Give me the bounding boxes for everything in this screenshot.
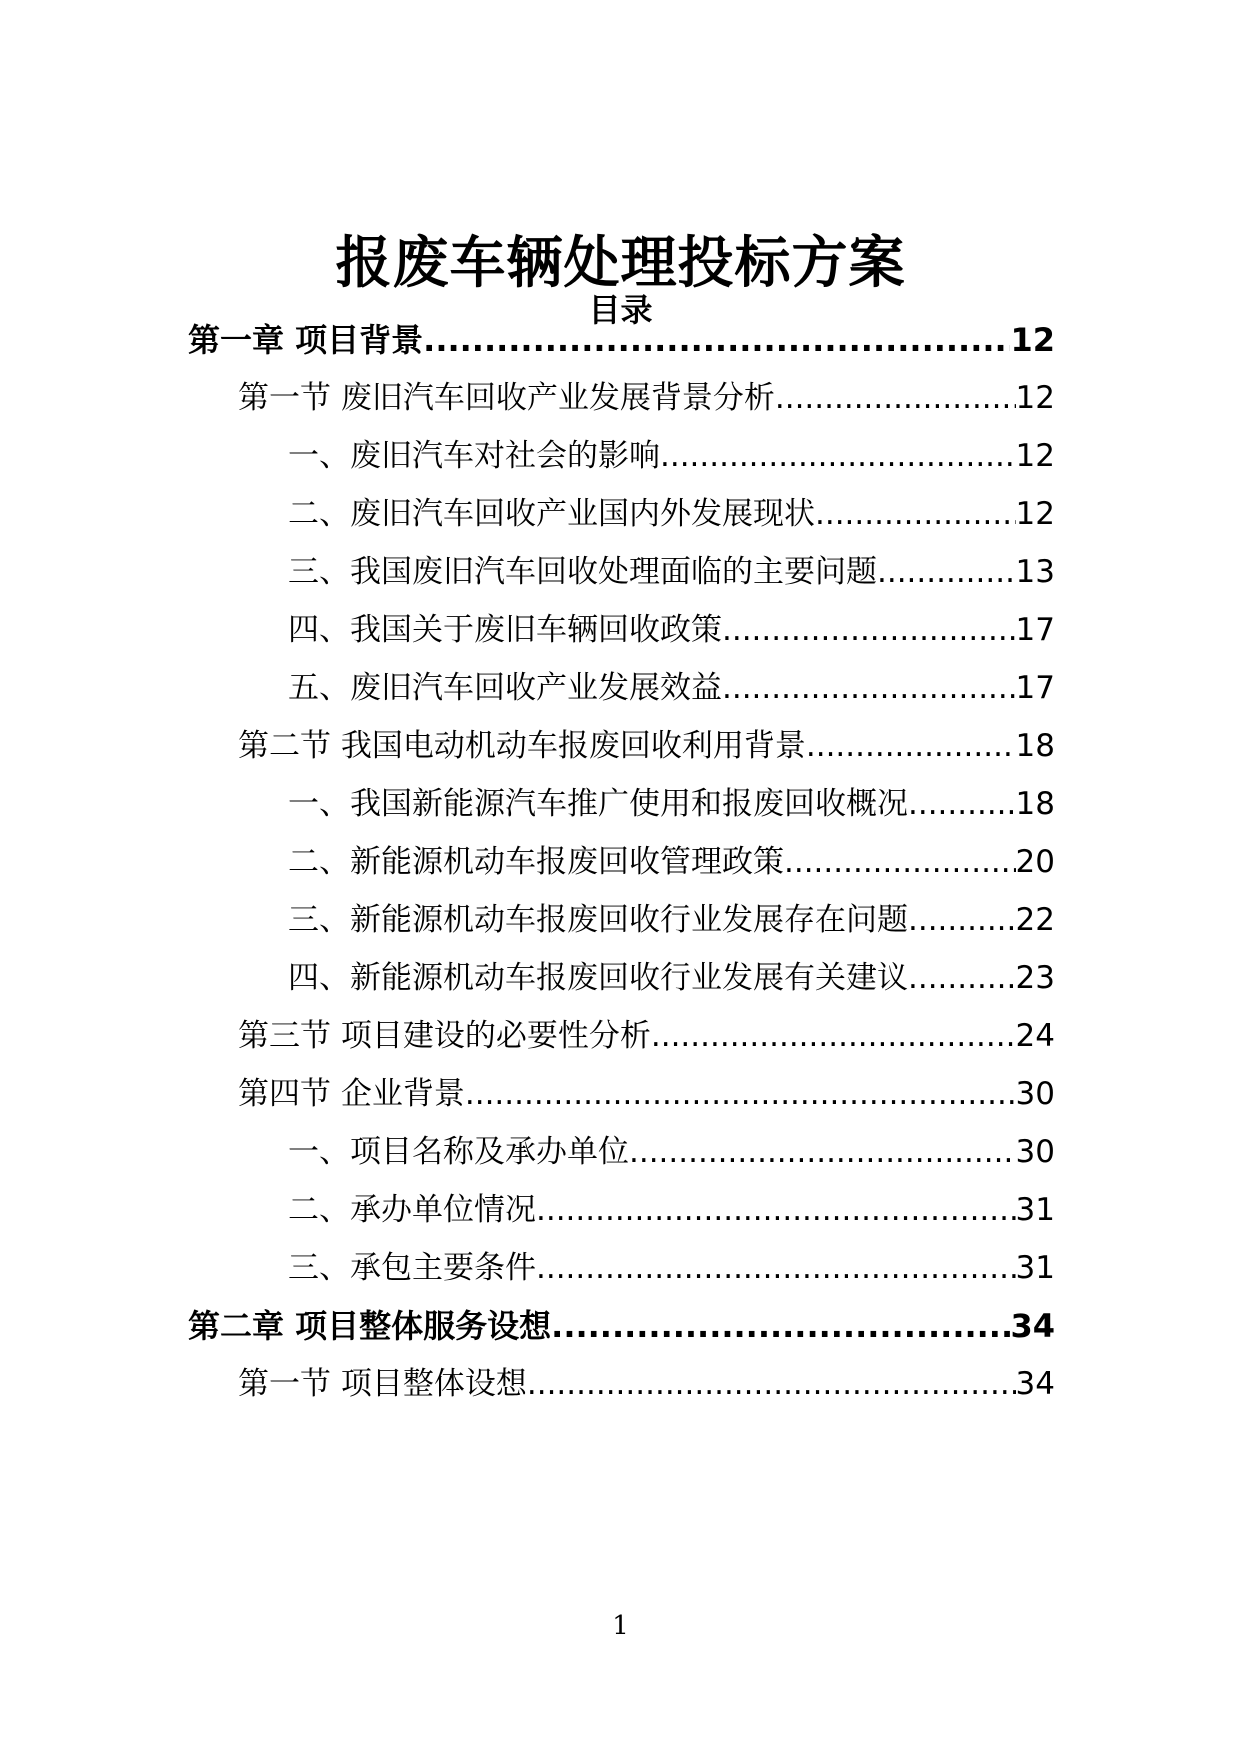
- toc-entry-label: 五、废旧汽车回收产业发展效益: [288, 670, 722, 706]
- toc-entry-page: 34: [1015, 1366, 1055, 1402]
- toc-entry-label: 第一节 废旧汽车回收产业发展背景分析: [238, 380, 775, 416]
- toc-entry-subsection[interactable]: [288, 776, 1055, 824]
- toc-entry-page: 34: [1010, 1307, 1055, 1345]
- toc-entry-page: 30: [1015, 1134, 1055, 1170]
- toc-entry-subsection[interactable]: [288, 428, 1055, 476]
- toc-entry-label: 第一章 项目背景: [188, 321, 424, 359]
- toc-entry-label: 四、新能源机动车报废回收行业发展有关建议: [288, 960, 908, 996]
- toc-entry-section[interactable]: [238, 1008, 1055, 1056]
- dot-leader: [651, 1016, 1016, 1056]
- toc-entry-label: 一、项目名称及承办单位: [288, 1134, 629, 1170]
- dot-leader: [722, 610, 1016, 650]
- toc-entry-page: 24: [1015, 1018, 1055, 1054]
- toc-entry-subsection[interactable]: [288, 834, 1055, 882]
- toc-entry-subsection[interactable]: [288, 1124, 1055, 1172]
- toc-entry-page: 30: [1015, 1076, 1055, 1112]
- dot-leader: [536, 1190, 1016, 1230]
- dot-leader: [423, 320, 1010, 360]
- toc-entry-label: 二、废旧汽车回收产业国内外发展现状: [288, 496, 815, 532]
- dot-leader: [465, 1074, 1016, 1114]
- toc-entry-page: 17: [1015, 612, 1055, 648]
- toc-entry-page: 18: [1015, 786, 1055, 822]
- dot-leader: [660, 436, 1016, 476]
- toc-entry-section[interactable]: [238, 1066, 1055, 1114]
- toc-heading: 目录: [588, 291, 653, 329]
- dot-leader: [722, 668, 1016, 708]
- dot-leader: [877, 552, 1016, 592]
- toc-entry-label: 三、承包主要条件: [288, 1250, 536, 1286]
- dot-leader: [536, 1248, 1016, 1288]
- toc-entry-subsection[interactable]: [288, 544, 1055, 592]
- dot-leader: [908, 900, 1016, 940]
- toc-entry-section[interactable]: [238, 1356, 1055, 1404]
- toc-entry-page: 31: [1015, 1250, 1055, 1286]
- dot-leader: [784, 842, 1016, 882]
- toc-entry-chapter[interactable]: [188, 1298, 1055, 1346]
- toc-entry-page: 31: [1015, 1192, 1055, 1228]
- dot-leader: [629, 1132, 1016, 1172]
- toc-entry-page: 17: [1015, 670, 1055, 706]
- document-title: 报废车辆处理投标方案: [335, 230, 906, 296]
- toc-entry-subsection[interactable]: [288, 486, 1055, 534]
- dot-leader: [527, 1364, 1016, 1404]
- toc-entry-section[interactable]: [238, 370, 1055, 418]
- toc-entry-page: 22: [1015, 902, 1055, 938]
- toc-entry-page: 12: [1015, 438, 1055, 474]
- toc-entry-subsection[interactable]: [288, 660, 1055, 708]
- dot-leader: [806, 726, 1016, 766]
- toc-entry-page: 18: [1015, 728, 1055, 764]
- toc-entry-label: 四、我国关于废旧车辆回收政策: [288, 612, 722, 648]
- toc-entry-subsection[interactable]: [288, 602, 1055, 650]
- toc-entry-chapter[interactable]: [188, 312, 1055, 360]
- page-number: 1: [612, 1611, 629, 1641]
- toc-entry-label: 一、我国新能源汽车推广使用和报废回收概况: [288, 786, 908, 822]
- toc-entry-label: 二、新能源机动车报废回收管理政策: [288, 844, 784, 880]
- dot-leader: [815, 494, 1016, 534]
- toc-entry-label: 第一节 项目整体设想: [238, 1366, 527, 1402]
- toc-entry-label: 三、新能源机动车报废回收行业发展存在问题: [288, 902, 908, 938]
- toc-entry-label: 第二章 项目整体服务设想: [188, 1307, 552, 1345]
- dot-leader: [908, 958, 1016, 998]
- toc-entry-label: 第三节 项目建设的必要性分析: [238, 1018, 651, 1054]
- toc-entry-page: 12: [1015, 380, 1055, 416]
- toc-entry-page: 20: [1015, 844, 1055, 880]
- toc-entry-page: 23: [1015, 960, 1055, 996]
- dot-leader: [908, 784, 1016, 824]
- toc-entry-subsection[interactable]: [288, 1240, 1055, 1288]
- toc-entry-subsection[interactable]: [288, 1182, 1055, 1230]
- toc-entry-label: 第二节 我国电动机动车报废回收利用背景: [238, 728, 806, 764]
- toc-entry-section[interactable]: [238, 718, 1055, 766]
- dot-leader: [551, 1306, 1010, 1346]
- toc-entry-label: 二、承办单位情况: [288, 1192, 536, 1228]
- toc-entry-subsection[interactable]: [288, 892, 1055, 940]
- toc-entry-label: 第四节 企业背景: [238, 1076, 465, 1112]
- toc-entry-page: 12: [1015, 496, 1055, 532]
- toc-entry-label: 三、我国废旧汽车回收处理面临的主要问题: [288, 554, 877, 590]
- toc-entry-page: 12: [1010, 321, 1055, 359]
- toc-entry-page: 13: [1015, 554, 1055, 590]
- toc-entry-label: 一、废旧汽车对社会的影响: [288, 438, 660, 474]
- toc-entry-subsection[interactable]: [288, 950, 1055, 998]
- dot-leader: [775, 378, 1016, 418]
